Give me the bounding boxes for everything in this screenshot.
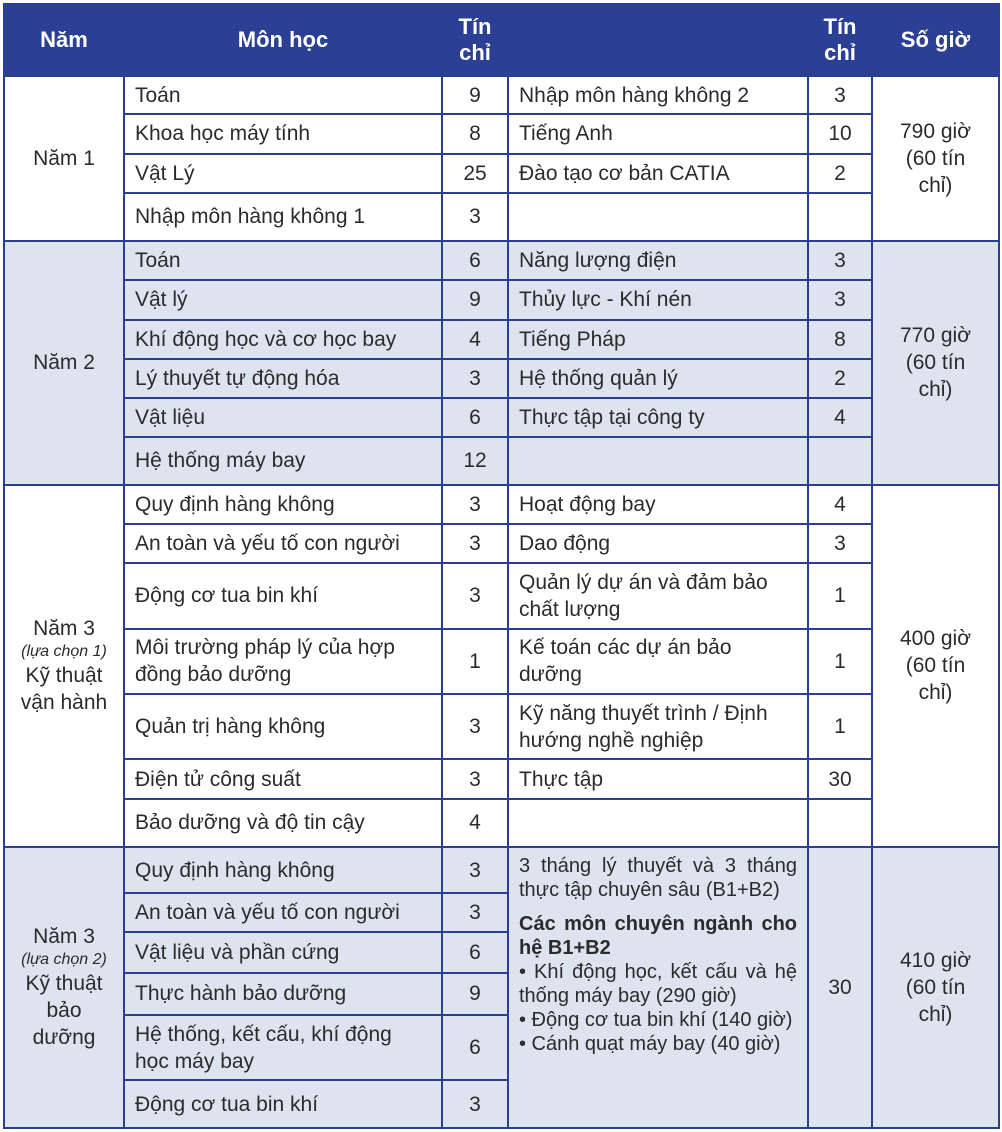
table-row bbox=[4, 485, 999, 524]
credit-cell bbox=[808, 193, 872, 241]
subject-cell: Toán bbox=[124, 76, 442, 114]
credit-cell: 30 bbox=[808, 759, 872, 798]
hours-text: chỉ) bbox=[918, 681, 953, 705]
table-row bbox=[4, 359, 999, 398]
subject-cell: Quản trị hàng không bbox=[124, 694, 442, 759]
subject-cell: Thực tập bbox=[508, 759, 808, 798]
hours-text: 770 giờ bbox=[900, 324, 971, 348]
credit-cell: 3 bbox=[442, 563, 508, 628]
specialization-intro: 3 tháng lý thuyết và 3 tháng thực tập chuyên sâu (B1+B2) bbox=[519, 854, 797, 901]
credit-cell: 3 bbox=[442, 193, 508, 241]
hours-text: chỉ) bbox=[918, 174, 953, 198]
table-row bbox=[4, 759, 999, 798]
subject-cell: Toán bbox=[124, 241, 442, 280]
credit-cell: 4 bbox=[442, 320, 508, 359]
subject-cell: Thực hành bảo dưỡng bbox=[124, 973, 442, 1015]
subject-cell: Động cơ tua bin khí bbox=[124, 1080, 442, 1128]
credit-cell: 4 bbox=[808, 485, 872, 524]
table-row bbox=[4, 847, 999, 893]
subject-cell: Khoa học máy tính bbox=[124, 114, 442, 153]
credit-cell: 8 bbox=[808, 320, 872, 359]
year-option-note: (lựa chọn 2) bbox=[21, 951, 107, 969]
subject-cell: Nhập môn hàng không 2 bbox=[508, 76, 808, 114]
subject-cell: Thủy lực - Khí nén bbox=[508, 280, 808, 319]
credit-cell: 8 bbox=[442, 114, 508, 153]
credit-cell: 3 bbox=[808, 76, 872, 114]
credit-cell bbox=[808, 799, 872, 847]
table-row bbox=[4, 76, 999, 114]
table-row bbox=[4, 799, 999, 847]
header-credits-left: Tín chỉ bbox=[442, 4, 508, 76]
subject-cell: Lý thuyết tự động hóa bbox=[124, 359, 442, 398]
header-subject-2 bbox=[508, 4, 808, 76]
subject-cell: Hệ thống quản lý bbox=[508, 359, 808, 398]
table-row bbox=[4, 694, 999, 759]
credit-cell: 4 bbox=[808, 398, 872, 437]
hours-text: 410 giờ bbox=[900, 948, 971, 972]
credit-cell: 3 bbox=[442, 694, 508, 759]
subject-cell: Tiếng Anh bbox=[508, 114, 808, 153]
subject-cell: Vật lý bbox=[124, 280, 442, 319]
subject-cell: Vật liệu và phần cứng bbox=[124, 932, 442, 973]
credit-cell: 3 bbox=[808, 241, 872, 280]
credit-cell: 25 bbox=[442, 154, 508, 193]
bullet-item: • Động cơ tua bin khí (140 giờ) bbox=[519, 1008, 793, 1031]
subject-cell: Kỹ năng thuyết trình / Định hướng nghề nghiệp bbox=[508, 694, 808, 759]
credit-cell: 1 bbox=[442, 629, 508, 694]
table-row bbox=[4, 154, 999, 193]
specialization-heading: Các môn chuyên ngành cho hệ B1+B2 bbox=[519, 912, 797, 959]
table-row bbox=[4, 437, 999, 484]
subject-cell: An toàn và yếu tố con người bbox=[124, 893, 442, 931]
year-2-hours bbox=[872, 241, 999, 485]
curriculum-table bbox=[3, 3, 1000, 1129]
credit-cell: 3 bbox=[442, 893, 508, 931]
subject-cell: Khí động học và cơ học bay bbox=[124, 320, 442, 359]
year-3-option-1-hours bbox=[872, 485, 999, 847]
header-hours: Số giờ bbox=[872, 4, 999, 76]
credit-cell: 30 bbox=[808, 847, 872, 1128]
table-row bbox=[4, 320, 999, 359]
subject-cell: Đào tạo cơ bản CATIA bbox=[508, 154, 808, 193]
credit-cell: 3 bbox=[442, 847, 508, 893]
credit-cell: 10 bbox=[808, 114, 872, 153]
table-row bbox=[4, 563, 999, 628]
table-row bbox=[4, 398, 999, 437]
subject-cell: An toàn và yếu tố con người bbox=[124, 524, 442, 563]
subject-cell: Thực tập tại công ty bbox=[508, 398, 808, 437]
bullet-item: • Khí động học, kết cấu và hệ thống máy bay (290 giờ) bbox=[519, 960, 797, 1007]
subject-cell: Hệ thống, kết cấu, khí động học máy bay bbox=[124, 1015, 442, 1080]
year-label-line: bảo bbox=[46, 999, 82, 1023]
subject-cell: Môi trường pháp lý của hợp đồng bảo dưỡng bbox=[124, 629, 442, 694]
header-subject: Môn học bbox=[124, 4, 442, 76]
credit-cell: 2 bbox=[808, 154, 872, 193]
hours-text: chỉ) bbox=[918, 378, 953, 402]
hours-text: (60 tín bbox=[905, 147, 966, 171]
year-label-line: vận hành bbox=[20, 691, 108, 715]
subject-cell: Hoạt động bay bbox=[508, 485, 808, 524]
hours-text: (60 tín bbox=[905, 654, 966, 678]
subject-cell: Năng lượng điện bbox=[508, 241, 808, 280]
year-label-line: Năm 3 bbox=[33, 617, 95, 641]
credit-cell: 3 bbox=[808, 524, 872, 563]
credit-cell: 3 bbox=[442, 759, 508, 798]
subject-cell: Dao động bbox=[508, 524, 808, 563]
subject-cell: Tiếng Pháp bbox=[508, 320, 808, 359]
subject-cell: Nhập môn hàng không 1 bbox=[124, 193, 442, 241]
credit-cell: 12 bbox=[442, 437, 508, 484]
header-credits-right: Tín chỉ bbox=[808, 4, 872, 76]
table-row bbox=[4, 193, 999, 241]
hours-text: 400 giờ bbox=[900, 627, 971, 651]
subject-cell bbox=[508, 437, 808, 484]
year-option-note: (lựa chọn 1) bbox=[21, 643, 107, 661]
year-label-line: Kỹ thuật bbox=[25, 972, 103, 996]
credit-cell: 6 bbox=[442, 932, 508, 973]
subject-cell: Điện tử công suất bbox=[124, 759, 442, 798]
year-label-line: dưỡng bbox=[32, 1026, 96, 1050]
credit-cell: 3 bbox=[808, 280, 872, 319]
subject-cell bbox=[508, 193, 808, 241]
specialization-cell bbox=[508, 847, 808, 1128]
credit-cell: 6 bbox=[442, 241, 508, 280]
credit-cell: 6 bbox=[442, 398, 508, 437]
year-3-option-2-label bbox=[4, 847, 124, 1128]
year-2-label: Năm 2 bbox=[4, 241, 124, 485]
credit-cell bbox=[808, 437, 872, 484]
bullet-item: • Cánh quạt máy bay (40 giờ) bbox=[519, 1032, 781, 1055]
credit-cell: 9 bbox=[442, 280, 508, 319]
year-1-hours bbox=[872, 76, 999, 241]
credit-cell: 4 bbox=[442, 799, 508, 847]
hours-text: (60 tín bbox=[905, 975, 966, 999]
hours-text: chỉ) bbox=[918, 1002, 953, 1026]
table-row bbox=[4, 524, 999, 563]
table-row bbox=[4, 241, 999, 280]
subject-cell bbox=[508, 799, 808, 847]
credit-cell: 3 bbox=[442, 524, 508, 563]
credit-cell: 1 bbox=[808, 629, 872, 694]
year-3-option-2-hours bbox=[872, 847, 999, 1128]
credit-cell: 9 bbox=[442, 76, 508, 114]
credit-cell: 3 bbox=[442, 359, 508, 398]
table-row bbox=[4, 114, 999, 153]
subject-cell: Bảo dưỡng và độ tin cậy bbox=[124, 799, 442, 847]
credit-cell: 6 bbox=[442, 1015, 508, 1080]
hours-text: 790 giờ bbox=[900, 120, 971, 144]
year-1-label: Năm 1 bbox=[4, 76, 124, 241]
header-row bbox=[4, 4, 999, 76]
credit-cell: 2 bbox=[808, 359, 872, 398]
subject-cell: Quản lý dự án và đảm bảo chất lượng bbox=[508, 563, 808, 628]
credit-cell: 1 bbox=[808, 563, 872, 628]
hours-text: (60 tín bbox=[905, 351, 966, 375]
year-label-line: Kỹ thuật bbox=[25, 664, 103, 688]
subject-cell: Kế toán các dự án bảo dưỡng bbox=[508, 629, 808, 694]
subject-cell: Động cơ tua bin khí bbox=[124, 563, 442, 628]
subject-cell: Quy định hàng không bbox=[124, 485, 442, 524]
year-label-line: Năm 3 bbox=[33, 925, 95, 949]
subject-cell: Quy định hàng không bbox=[124, 847, 442, 893]
table-row bbox=[4, 280, 999, 319]
header-year: Năm bbox=[4, 4, 124, 76]
subject-cell: Vật Lý bbox=[124, 154, 442, 193]
credit-cell: 1 bbox=[808, 694, 872, 759]
subject-cell: Hệ thống máy bay bbox=[124, 437, 442, 484]
credit-cell: 3 bbox=[442, 485, 508, 524]
subject-cell: Vật liệu bbox=[124, 398, 442, 437]
year-3-option-1-label bbox=[4, 485, 124, 847]
credit-cell: 9 bbox=[442, 973, 508, 1015]
table-row bbox=[4, 629, 999, 694]
credit-cell: 3 bbox=[442, 1080, 508, 1128]
